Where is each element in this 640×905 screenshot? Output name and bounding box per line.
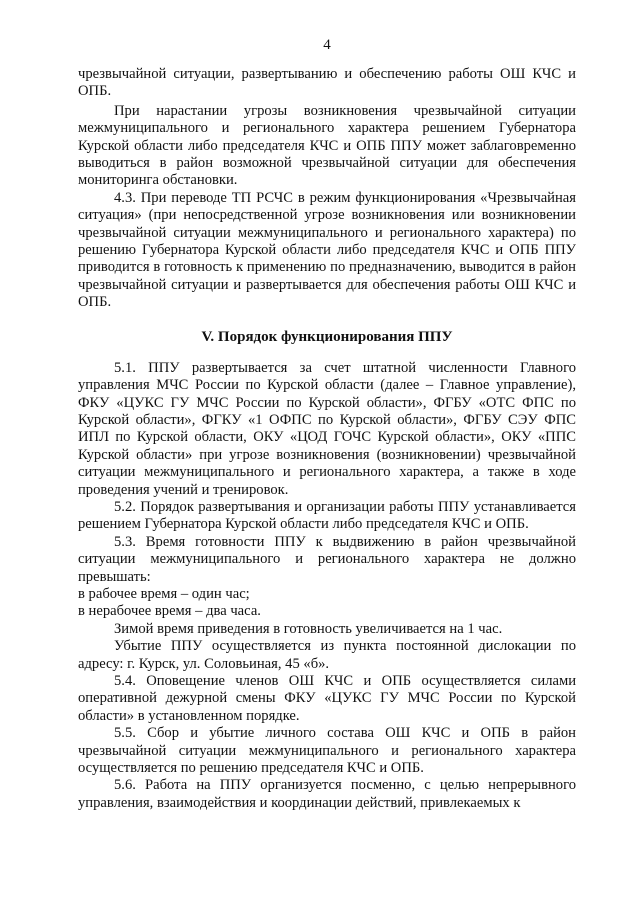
paragraph-working-hours: в рабочее время – один час;	[78, 585, 250, 602]
paragraph-non-working-hours: в нерабочее время – два часа.	[78, 603, 261, 620]
paragraph-5-1: 5.1. ППУ развертывается за счет штатной численности Главного управления МЧС России по Курской области (далее – Главное управление), ФКУ «ЦУКС ГУ МЧС России по Курской области», ФГБУ «ОТС ФПС по Курской области», ФГКУ «1 ОФПС по Курской области», ФГБУ СЭУ ФПС ИПЛ по Курской области, ОКУ «ЦОД ГОЧС Курской области», ОКУ «ППС Курской области» при угрозе возникновения (возникновении) чрезвычайной ситуации межмуниципального и регионального характера, а также в ходе проведения учений и тренировок.	[78, 359, 576, 498]
paragraph-5-2: 5.2. Порядок развертывания и организации работы ППУ устанавливается решением Губернатора Курской области либо председателя КЧС и ОПБ.	[78, 498, 576, 533]
document-body	[78, 66, 576, 812]
paragraph-5-3: 5.3. Время готовности ППУ к выдвижению в район чрезвычайной ситуации межмуниципального и регионального характера не должно превышать:	[78, 533, 576, 585]
paragraph-threat-escalation: При нарастании угрозы возникновения чрезвычайной ситуации межмуниципального и регионального характера решением Губернатора Курской области либо председателя КЧС и ОПБ ППУ может заблаговременно выводиться в район возможной чрезвычайной ситуации для обеспечения мониторинга обстановки.	[78, 102, 576, 189]
paragraph-5-5: 5.5. Сбор и убытие личного состава ОШ КЧС и ОПБ в район чрезвычайной ситуации межмуниципального и регионального характера осуществляется по решению председателя КЧС и ОПБ.	[78, 725, 576, 777]
paragraph-5-4: 5.4. Оповещение членов ОШ КЧС и ОПБ осуществляется силами оперативной дежурной смены ФКУ «ЦУКС ГУ МЧС России по Курской области» в установленном порядке.	[78, 673, 576, 724]
paragraph-continuation: чрезвычайной ситуации, развертыванию и обеспечению работы ОШ КЧС и ОПБ.	[78, 66, 576, 100]
paragraph-departure-address: Убытие ППУ осуществляется из пункта постоянной дислокации по адресу: г. Курск, ул. Соловьиная, 45 «б».	[78, 638, 576, 672]
page-number: 4	[323, 37, 331, 53]
paragraph-5-6: 5.6. Работа на ППУ организуется посменно, с целью непрерывного управления, взаимодействия и координации действий, привлекаемых к	[78, 777, 576, 811]
paragraph-winter: Зимой время приведения в готовность увеличивается на 1 час.	[114, 620, 503, 637]
section-heading: V. Порядок функционирования ППУ	[201, 328, 453, 345]
paragraph-4-3: 4.3. При переводе ТП РСЧС в режим функционирования «Чрезвычайная ситуация» (при непосредственной угрозе возникновения или возникновении чрезвычайной ситуации межмуниципального и регионального характера) по решению Губернатора Курской области либо председателя КЧС и ОПБ ППУ приводится в готовность к применению по предназначению, выводится в район чрезвычайной ситуации и развертывается для обеспечения работы ОШ КЧС и ОПБ.	[78, 189, 576, 311]
